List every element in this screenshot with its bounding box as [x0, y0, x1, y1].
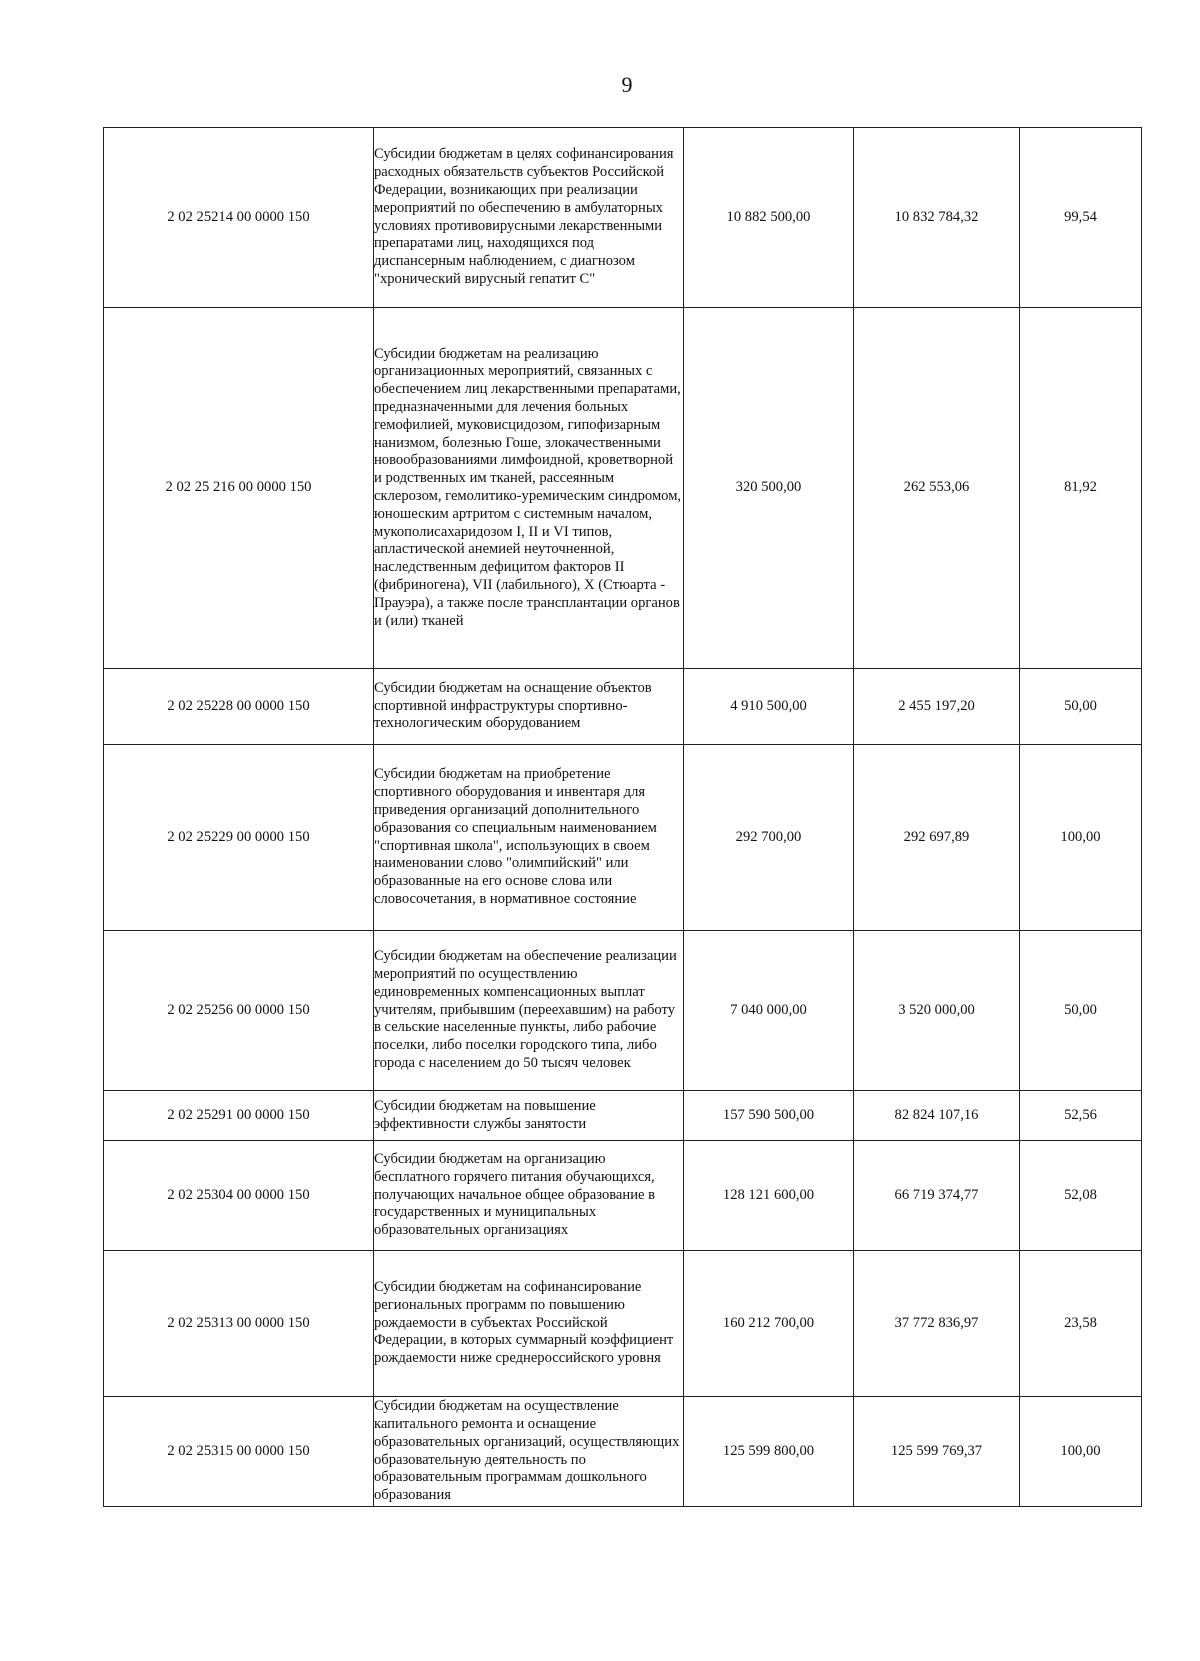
plan-amount-cell: 128 121 600,00 [684, 1141, 854, 1251]
table-row [104, 308, 1142, 669]
subsidy-name-cell: Субсидии бюджетам в целях софинансирования расходных обязательств субъектов Российской Федерации, возникающих при реализации мероприятий по обеспечению в амбулаторных условиях противовирусными лекарственными препаратами лиц, находящихся под диспансерным наблюдением, с диагнозом "хронический вирусный гепатит C" [374, 128, 684, 308]
actual-amount-cell: 125 599 769,37 [854, 1397, 1020, 1507]
budget-code-cell: 2 02 25 216 00 0000 150 [104, 308, 374, 669]
budget-code-cell: 2 02 25214 00 0000 150 [104, 128, 374, 308]
actual-amount-cell: 292 697,89 [854, 745, 1020, 931]
subsidy-name-cell: Субсидии бюджетам на обеспечение реализации мероприятий по осуществлению единовременных компенсационных выплат учителям, прибывшим (переехавшим) на работу в сельские населенные пункты, либо рабочие поселки, либо поселки городского типа, либо города с населением до 50 тысяч человек [374, 931, 684, 1091]
plan-amount-cell: 4 910 500,00 [684, 669, 854, 745]
table-row [104, 128, 1142, 308]
budget-code-cell: 2 02 25228 00 0000 150 [104, 669, 374, 745]
budget-code-cell: 2 02 25315 00 0000 150 [104, 1397, 374, 1507]
execution-percent-cell: 52,08 [1020, 1141, 1142, 1251]
budget-code-cell: 2 02 25256 00 0000 150 [104, 931, 374, 1091]
table-row [104, 1397, 1142, 1507]
table-row [104, 1251, 1142, 1397]
plan-amount-cell: 7 040 000,00 [684, 931, 854, 1091]
budget-code-cell: 2 02 25304 00 0000 150 [104, 1141, 374, 1251]
table-row [104, 1091, 1142, 1141]
execution-percent-cell: 52,56 [1020, 1091, 1142, 1141]
actual-amount-cell: 82 824 107,16 [854, 1091, 1020, 1141]
table-row [104, 931, 1142, 1091]
budget-code-cell: 2 02 25291 00 0000 150 [104, 1091, 374, 1141]
page-number: 9 [621, 72, 633, 97]
execution-percent-cell: 100,00 [1020, 1397, 1142, 1507]
actual-amount-cell: 37 772 836,97 [854, 1251, 1020, 1397]
table-row [104, 669, 1142, 745]
plan-amount-cell: 125 599 800,00 [684, 1397, 854, 1507]
table-row [104, 1141, 1142, 1251]
subsidy-name-cell: Субсидии бюджетам на приобретение спортивного оборудования и инвентаря для приведения организаций дополнительного образования со специальным наименованием "спортивная школа", использующих в своем наименовании слово "олимпийский" или образованные на его основе слова или словосочетания, в нормативное состояние [374, 745, 684, 931]
plan-amount-cell: 160 212 700,00 [684, 1251, 854, 1397]
subsidy-name-cell: Субсидии бюджетам на реализацию организационных мероприятий, связанных с обеспечением лиц лекарственными препаратами, предназначенными для лечения больных гемофилией, муковисцидозом, гипофизарным нанизмом, болезнью Гоше, злокачественными новообразованиями лимфоидной, кроветворной и родственных им тканей, рассеянным склерозом, гемолитико-уремическим синдромом, юношеским артритом с системным началом, мукополисахаридозом I, II и VI типов, апластической анемией неуточненной, наследственным дефицитом факторов II (фибриногена), VII (лабильного), X (Стюарта - Прауэра), а также после трансплантации органов и (или) тканей [374, 308, 684, 669]
table-row [104, 745, 1142, 931]
subsidy-name-cell: Субсидии бюджетам на осуществление капитального ремонта и оснащение образовательных организаций, осуществляющих образовательную деятельность по образовательным программам дошкольного образования [374, 1397, 684, 1507]
subsidy-name-cell: Субсидии бюджетам на организацию бесплатного горячего питания обучающихся, получающих начальное общее образование в государственных и муниципальных образовательных организациях [374, 1141, 684, 1251]
budget-code-cell: 2 02 25313 00 0000 150 [104, 1251, 374, 1397]
actual-amount-cell: 262 553,06 [854, 308, 1020, 669]
budget-code-cell: 2 02 25229 00 0000 150 [104, 745, 374, 931]
plan-amount-cell: 292 700,00 [684, 745, 854, 931]
plan-amount-cell: 157 590 500,00 [684, 1091, 854, 1141]
execution-percent-cell: 50,00 [1020, 669, 1142, 745]
subsidy-name-cell: Субсидии бюджетам на оснащение объектов спортивной инфраструктуры спортивно-технологическим оборудованием [374, 669, 684, 745]
execution-percent-cell: 50,00 [1020, 931, 1142, 1091]
subsidy-name-cell: Субсидии бюджетам на повышение эффективности службы занятости [374, 1091, 684, 1141]
plan-amount-cell: 10 882 500,00 [684, 128, 854, 308]
actual-amount-cell: 2 455 197,20 [854, 669, 1020, 745]
execution-percent-cell: 99,54 [1020, 128, 1142, 308]
actual-amount-cell: 3 520 000,00 [854, 931, 1020, 1091]
actual-amount-cell: 66 719 374,77 [854, 1141, 1020, 1251]
execution-percent-cell: 23,58 [1020, 1251, 1142, 1397]
plan-amount-cell: 320 500,00 [684, 308, 854, 669]
execution-percent-cell: 81,92 [1020, 308, 1142, 669]
actual-amount-cell: 10 832 784,32 [854, 128, 1020, 308]
execution-percent-cell: 100,00 [1020, 745, 1142, 931]
subsidy-name-cell: Субсидии бюджетам на софинансирование региональных программ по повышению рождаемости в субъектах Российской Федерации, в которых суммарный коэффициент рождаемости ниже среднероссийского уровня [374, 1251, 684, 1397]
budget-table [103, 127, 1142, 1507]
